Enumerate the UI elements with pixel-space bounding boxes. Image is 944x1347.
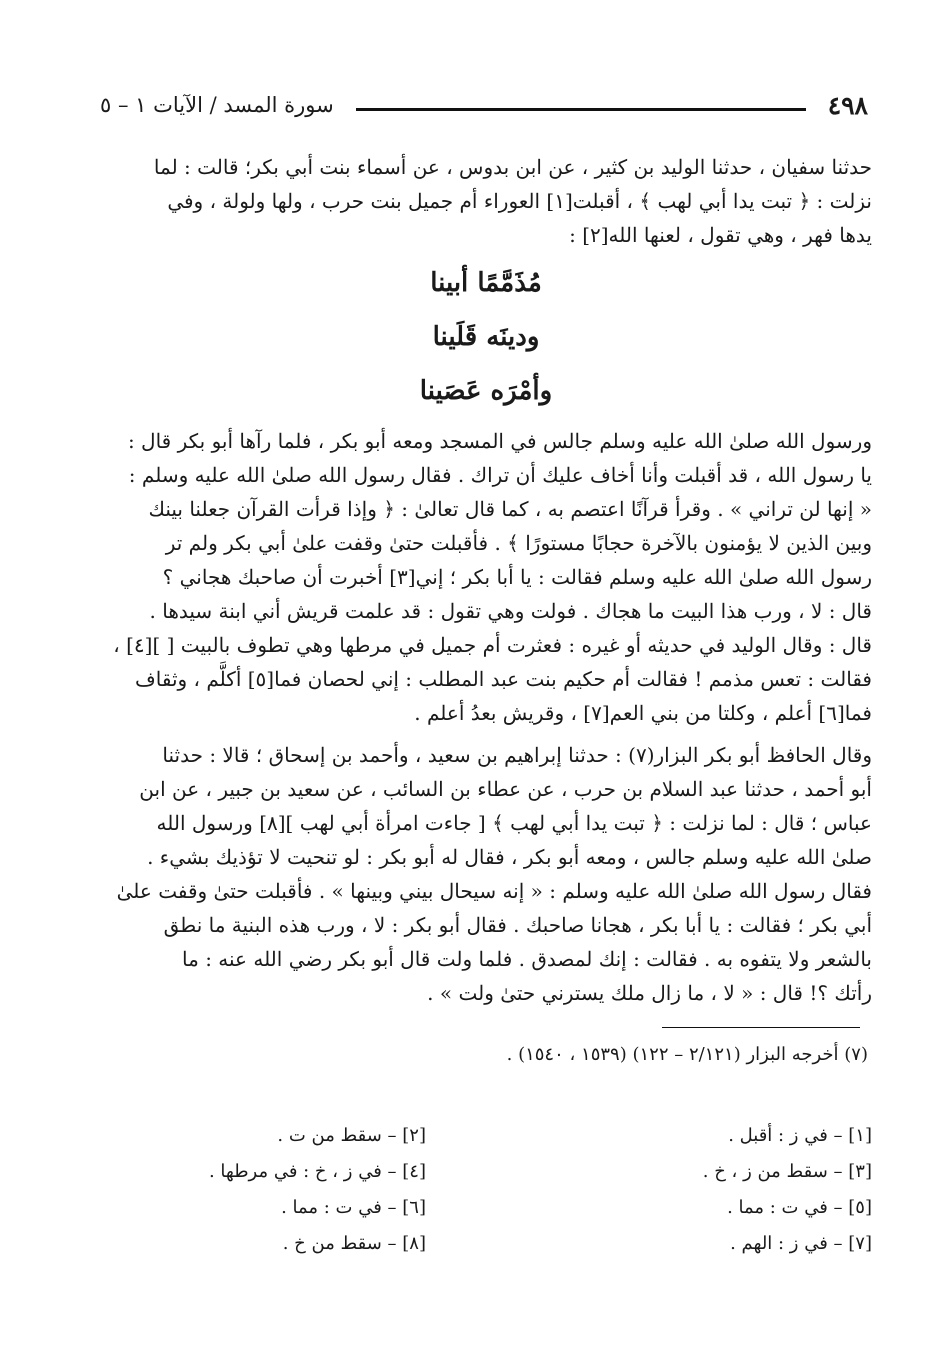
- running-title: سورة المسد / الآيات ١ – ٥: [100, 93, 334, 117]
- variant-note: [٧] – في ز : الهم .: [730, 1233, 872, 1254]
- text-line: يدها فهر ، وهي تقول ، لعنها الله[٢] :: [569, 223, 872, 247]
- variant-note: [٥] – في ت : مما .: [727, 1197, 872, 1218]
- text-line: حدثنا سفيان ، حدثنا الوليد بن كثير ، عن ابن بدوس ، عن أسماء بنت أبي بكر؛ قالت : لما: [153, 155, 872, 179]
- footnote-rule: [662, 1027, 860, 1028]
- poem-line: ودينَه قَلَينا: [432, 322, 540, 352]
- variant-row: [100, 1118, 872, 1154]
- variant-row: [100, 1226, 872, 1262]
- text-line: أبي بكر ؛ فقالت : يا أبا بكر ، هجانا صاحبك . فقال أبو بكر : لا ، ورب هذه البنية ما نطق: [163, 913, 872, 937]
- variant-row: [100, 1190, 872, 1226]
- variant-note: [٤] – في ز ، خ : في مرطها .: [208, 1161, 426, 1182]
- text-line: فقال رسول الله صلىٰ الله عليه وسلم : « إنه سيحال بيني وبينها » . فأقبلت حتىٰ وقفت علىٰ: [116, 879, 872, 903]
- text-line: ورسول الله صلىٰ الله عليه وسلم جالس في المسجد ومعه أبو بكر ، فلما رآها أبو بكر قال :: [127, 429, 872, 453]
- text-line: فقالت : تعس مذمم ! فقالت أم حكيم بنت عبد المطلب : إني لحصان فما[٥] أكلَّم ، وثقاف: [135, 667, 872, 691]
- paragraph-3: [100, 738, 872, 1010]
- text-line: يا رسول الله ، قد أقبلت وأنا أخاف عليك أن تراك . فقال رسول الله صلىٰ الله عليه وسلم :: [128, 463, 872, 487]
- variant-note: [١] – في ز : أقبل .: [728, 1125, 872, 1146]
- page-number: ٤٩٨: [827, 90, 868, 120]
- text-line: وبين الذين لا يؤمنون بالآخرة حجابًا مستورًا ﴾ . فأقبلت حتىٰ وقفت علىٰ أبي بكر ولم تر: [165, 531, 872, 555]
- variant-note: [٣] – سقط من ز ، خ .: [702, 1161, 872, 1182]
- header-rule: [356, 108, 806, 111]
- variant-note: [٢] – سقط من ت .: [277, 1125, 426, 1146]
- text-line: رأتك ؟! قال : « لا ، ما زال ملك يسترني حتىٰ ولت » .: [427, 981, 872, 1005]
- variant-row: [100, 1154, 872, 1190]
- variant-notes: [100, 1118, 872, 1262]
- text-line: نزلت : ﴿ تبت يدا أبي لهب ﴾ ، أقبلت[١] العوراء أم جميل بنت حرب ، ولها ولولة ، وفي: [167, 189, 872, 213]
- variant-note: [٨] – سقط من خ .: [282, 1233, 426, 1254]
- text-line: فما[٦] أعلم ، وكلتا من بني العم[٧] ، وقريش بعدُ أعلم .: [414, 701, 872, 725]
- text-line: عباس ؛ قال : لما نزلت : ﴿ تبت يدا أبي لهب ﴾ [ جاءت امرأة أبي لهب ][٨] ورسول الله: [156, 811, 872, 835]
- paragraph-1: [100, 150, 872, 252]
- paragraph-2: [100, 424, 872, 730]
- text-line: وقال الحافظ أبو بكر البزار(٧) : حدثنا إبراهيم بن سعيد ، وأحمد بن إسحاق ؛ قالا : حدثنا: [162, 743, 872, 767]
- text-line: صلىٰ الله عليه وسلم جالس ، ومعه أبو بكر ، فقال له أبو بكر : لو تنحيت لا تؤذيك بشيء .: [147, 845, 872, 869]
- variant-note: [٦] – في ت : مما .: [281, 1197, 426, 1218]
- text-line: أبو أحمد ، حدثنا عبد السلام بن حرب ، عن عطاء بن السائب ، عن سعيد بن جبير ، عن ابن: [139, 777, 872, 801]
- text-line: بالشعر ولا يتفوه به . فقالت : إنك لمصدق . فلما ولت قال أبو بكر رضي الله عنه : ما: [182, 947, 872, 971]
- poem: [100, 256, 872, 418]
- text-line: قال : لا ، ورب هذا البيت ما هجاك . فولت وهي تقول : قد علمت قريش أني ابنة سيدها .: [149, 599, 872, 623]
- page-header: [100, 88, 868, 122]
- poem-line: وأمْرَه عَصَينا: [419, 376, 553, 406]
- text-line: « إنها لن تراني » . وقرأ قرآنًا اعتصم به ، كما قال تعالىٰ : ﴿ وإذا قرأت القرآن جعلنا بينك: [148, 497, 872, 521]
- text-line: قال : وقال الوليد في حديثه أو غيره : فعثرت أم جميل في مرطها وهي تطوف بالبيت [ ][٤] ،: [113, 633, 872, 657]
- poem-line: مُذَمَّمًا أبينا: [430, 268, 542, 298]
- text-line: رسول الله صلىٰ الله عليه وسلم فقالت : يا أبا بكر ؛ إني[٣] أخبرت أن صاحبك هجاني ؟: [162, 565, 872, 589]
- footnote-7: (٧) أخرجه البزار (٢/١٢١ – ١٢٢) (١٥٣٩ ، ١٥٤٠) .: [506, 1044, 868, 1065]
